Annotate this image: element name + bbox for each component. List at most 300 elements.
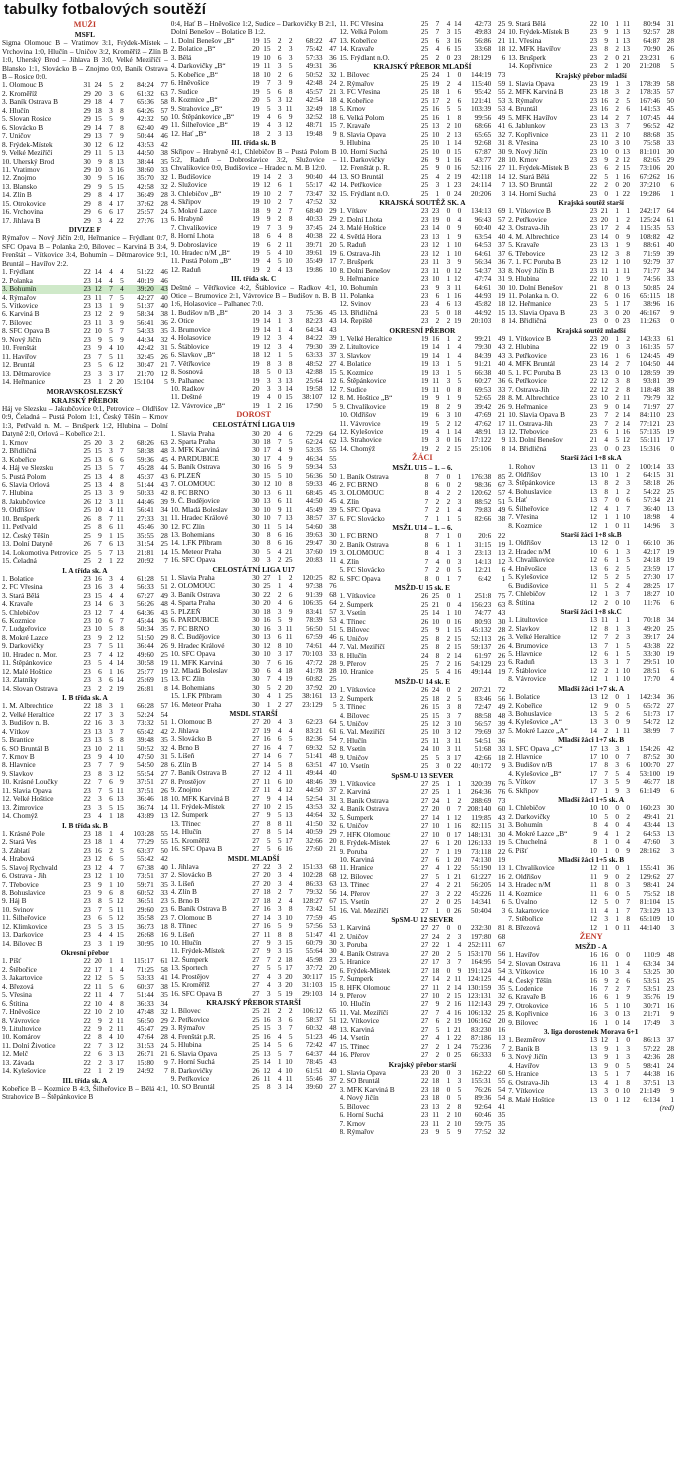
table-row — [508, 445, 674, 453]
losses: 9 — [120, 301, 124, 310]
points: 39 — [329, 776, 337, 786]
wins: 11 — [94, 317, 102, 327]
points: 22 — [497, 846, 506, 856]
losses: 10 — [116, 343, 124, 353]
losses: 2 — [626, 828, 630, 838]
score: 65:36 — [137, 97, 154, 107]
played: 23 — [589, 129, 597, 139]
wins: 7 — [98, 351, 102, 361]
played: 27 — [420, 1033, 429, 1043]
wins: 11 — [94, 981, 102, 991]
draws: 1 — [615, 640, 619, 650]
losses: 14 — [285, 521, 293, 531]
wins: 8 — [98, 1032, 102, 1042]
wins: 2 — [604, 597, 608, 607]
wins: 5 — [435, 752, 440, 762]
wins: 13 — [94, 463, 102, 473]
score: 31:54 — [137, 539, 154, 549]
wins: 7 — [435, 1007, 440, 1017]
points: 43 — [329, 316, 337, 326]
draws: 1 — [615, 299, 619, 309]
wins: 15 — [263, 1023, 271, 1033]
losses: 1 — [457, 778, 462, 788]
draws: 4 — [109, 990, 113, 1000]
team-name: 11. Deštné — [170, 393, 202, 402]
team-name: 5. Chuchelná — [508, 838, 547, 847]
team-name: 3. FC Vřesina — [339, 88, 381, 97]
team-name: 13. Kobeřice — [339, 36, 378, 45]
draws: 0 — [615, 231, 619, 241]
competition-heading: KRAJSKÝ PŘEBOR MLADŠÍ — [373, 62, 472, 72]
wins: 4 — [435, 863, 440, 873]
score: 64:36 — [137, 607, 154, 617]
played: 30 — [252, 606, 260, 616]
played: 23 — [420, 1118, 429, 1128]
score: 78:39 — [305, 615, 323, 625]
team-name: 7. Ostrava-Jih — [508, 385, 550, 394]
score: 43:53 — [305, 801, 323, 811]
losses: 9 — [626, 992, 630, 1002]
score: 29:103 — [302, 988, 323, 998]
team-name: 13. Břidličná — [339, 308, 378, 317]
wins: 6 — [435, 838, 440, 848]
points: 3 — [670, 845, 674, 855]
losses: 10 — [622, 512, 630, 522]
draws: 3 — [277, 649, 282, 659]
played: 22 — [83, 718, 91, 728]
draws: 0 — [446, 923, 451, 933]
team-name: 11. Polanka n. O. — [508, 292, 559, 300]
points: 50 — [666, 95, 674, 105]
points: 29 — [497, 999, 506, 1009]
losses: 6 — [120, 981, 124, 991]
team-name: 15. Frýdlant n.O. — [339, 189, 390, 198]
points: 57 — [497, 488, 506, 498]
score: 95:42 — [474, 87, 492, 97]
score: 45:82 — [474, 299, 492, 309]
team-name: 3. Budišov n/B — [508, 761, 553, 770]
losses: 16 — [453, 435, 462, 445]
score: 178:39 — [639, 78, 660, 88]
played: 13 — [589, 1077, 597, 1087]
points: 7 — [164, 556, 168, 566]
points: 61 — [329, 725, 337, 735]
draws: 3 — [109, 768, 113, 778]
table-row — [171, 990, 337, 998]
played: 23 — [420, 223, 429, 233]
score: 14:13 — [474, 556, 492, 566]
wins: 3 — [98, 794, 102, 804]
points: 67 — [497, 940, 506, 950]
played: 25 — [420, 659, 429, 669]
losses: 4 — [457, 214, 462, 224]
wins: 12 — [263, 341, 271, 351]
wins: 18 — [263, 606, 271, 616]
score: 63:54 — [474, 231, 492, 241]
wins: 6 — [604, 546, 608, 556]
draws: 3 — [277, 870, 282, 880]
draws: 2 — [277, 171, 282, 181]
points: 10 — [666, 914, 674, 924]
losses: 13 — [622, 1009, 630, 1019]
points: 9 — [670, 307, 674, 317]
wins: 8 — [604, 44, 608, 54]
draws: 4 — [277, 717, 282, 727]
score: 54:22 — [643, 486, 660, 496]
team-name: 8. Vřesina — [508, 139, 539, 148]
draws: 1 — [446, 350, 451, 360]
score: 79:30 — [305, 341, 323, 351]
score: 23:13 — [474, 548, 492, 558]
draws: 4 — [277, 742, 282, 752]
played: 23 — [589, 231, 597, 241]
draws: 3 — [446, 257, 451, 267]
draws: 1 — [446, 155, 451, 164]
points: 18 — [666, 291, 674, 300]
draws: 6 — [277, 734, 282, 744]
points: 20 — [497, 1016, 506, 1026]
team-name: 2. Otice — [170, 317, 194, 326]
draws: 3 — [446, 410, 451, 420]
score: 40:59 — [305, 827, 323, 837]
draws: 3 — [277, 383, 282, 393]
losses: 9 — [457, 223, 462, 233]
team-name: 8. Kopřivnice — [508, 1010, 549, 1019]
wins: 7 — [98, 777, 102, 787]
points: 32 — [497, 1126, 506, 1136]
wins: 10 — [94, 326, 102, 336]
points: 13 — [666, 503, 674, 513]
draws: 3 — [277, 937, 282, 947]
team-name: 2. Oldřišov — [508, 872, 542, 881]
losses: 5 — [120, 845, 124, 855]
wins: 8 — [266, 529, 271, 539]
points: 9 — [670, 1086, 674, 1096]
competition-heading: CELOSTÁTNÍ LIGA U19 — [212, 420, 295, 430]
points: 31 — [497, 274, 506, 284]
played: 19 — [252, 111, 260, 121]
played: 27 — [252, 971, 260, 981]
losses: 0 — [626, 1035, 630, 1045]
draws: 1 — [446, 531, 451, 541]
played: 12 — [589, 632, 597, 642]
points: 25 — [666, 623, 674, 633]
team-name: 10. Radkov — [170, 384, 205, 393]
draws: 1 — [615, 914, 619, 924]
losses: 4 — [626, 768, 630, 778]
wins: 12 — [600, 1035, 608, 1045]
losses: 11 — [285, 818, 293, 828]
draws: 2 — [277, 589, 282, 599]
score: 108:82 — [639, 231, 660, 241]
points: 12 — [329, 392, 337, 402]
team-name: 4. Sparta Praha — [170, 599, 216, 608]
wins: 17 — [263, 445, 271, 455]
losses: 9 — [457, 231, 462, 241]
draws: 1 — [615, 240, 619, 250]
played: 27 — [420, 812, 429, 822]
draws: 4 — [277, 445, 282, 455]
team-name: 3. Slavkov — [339, 351, 371, 360]
wins: 8 — [266, 358, 271, 368]
draws: 4 — [277, 665, 282, 675]
points: 12 — [329, 383, 337, 393]
points: 18 — [329, 95, 337, 105]
team-name: 2. Dolní Lhota — [339, 215, 383, 224]
played: 30 — [252, 615, 260, 625]
score: 68:22 — [305, 35, 323, 45]
played: 12 — [589, 520, 597, 530]
wins: 14 — [431, 223, 440, 233]
wins: 11 — [94, 990, 102, 1000]
score: 38:57 — [305, 513, 323, 523]
score: 32:45 — [137, 351, 154, 361]
points: 30 — [329, 529, 337, 539]
points: 23 — [666, 984, 674, 993]
team-name: 3. OLOMOUC — [339, 549, 384, 558]
team-name: 9. Č. Budějovice — [170, 497, 220, 506]
wins: 11 — [432, 384, 440, 394]
score: 54:60 — [305, 521, 323, 531]
points: 26 — [666, 44, 674, 54]
team-name: 3. Baník Ostrava — [339, 796, 389, 805]
team-name: 9. Chvalíkovice — [339, 402, 386, 411]
wins: 16 — [263, 921, 271, 931]
points: 50 — [160, 845, 168, 855]
draws: 6 — [109, 139, 113, 149]
table-row — [171, 402, 337, 410]
draws: 5 — [109, 463, 113, 473]
score: 37:51 — [137, 777, 154, 787]
draws: 1 — [446, 513, 451, 523]
losses: 21 — [453, 880, 462, 890]
score: 42:32 — [137, 114, 154, 124]
points: 28 — [160, 198, 168, 208]
losses: 11 — [622, 725, 630, 735]
wins: 5 — [604, 1069, 608, 1079]
competition-heading: KRAJSKÁ SOUTĚŽ SK. A — [379, 198, 466, 208]
wins: 7 — [266, 954, 271, 964]
team-name: 7. Baník Ostrava B — [170, 769, 227, 778]
losses: 9 — [626, 231, 630, 241]
score: 42:66 — [474, 752, 492, 762]
score: 28:51 — [643, 665, 660, 675]
team-name: 2. Polanka — [2, 276, 33, 285]
wins: 6 — [604, 563, 608, 573]
played: 22 — [589, 384, 597, 394]
points: 42 — [160, 488, 168, 498]
team-name: 7. Uničov — [2, 132, 31, 141]
score: 25:57 — [137, 207, 154, 217]
score: 251:8 — [474, 591, 492, 601]
wins: 10 — [431, 744, 440, 754]
points: 21 — [666, 495, 674, 505]
losses: 8 — [457, 702, 462, 712]
points: 13 — [497, 548, 506, 558]
losses: 12 — [116, 360, 124, 370]
played: 16 — [589, 992, 597, 1002]
played: 29 — [83, 131, 91, 141]
team-name: 10. Hlučín — [170, 938, 202, 947]
draws: 3 — [277, 358, 282, 368]
score: 98:41 — [643, 1060, 660, 1070]
competition-heading: DIVIZE F — [68, 225, 101, 235]
losses: 15 — [116, 530, 124, 540]
played: 23 — [589, 299, 597, 309]
played: 13 — [589, 1094, 597, 1104]
played: 16 — [589, 984, 597, 993]
points: 36 — [497, 735, 506, 745]
draws: 6 — [277, 86, 282, 96]
losses: 9 — [626, 777, 630, 787]
played: 27 — [252, 937, 260, 947]
played: 23 — [83, 938, 91, 948]
team-name: 1. Bílovec — [339, 71, 370, 80]
competition-heading: MSŽL U15 – 1. – 6. — [392, 463, 453, 473]
score: 73:42 — [305, 904, 323, 914]
team-name: 6. Zlín B — [170, 760, 197, 769]
points: 45 — [329, 912, 337, 922]
competition-heading: MSFL — [74, 30, 96, 39]
draws: 1 — [615, 623, 619, 633]
score: 45:44 — [137, 616, 154, 626]
score: 73:51 — [137, 871, 154, 881]
losses: 15 — [622, 163, 630, 173]
points: 49 — [497, 334, 506, 344]
draws: 6 — [109, 888, 113, 898]
losses: 6 — [457, 95, 462, 105]
points: 42 — [160, 854, 168, 864]
score: 73:106 — [639, 163, 660, 173]
losses: 15 — [116, 802, 124, 812]
team-name: 12. Bruntál — [2, 361, 35, 370]
losses: 1 — [626, 692, 630, 702]
draws: 2 — [277, 699, 282, 709]
team-name: 11. MFK Karviná — [170, 658, 223, 667]
losses: 4 — [457, 78, 462, 88]
losses: 10 — [116, 1032, 124, 1042]
score: 64:87 — [643, 35, 660, 45]
played: 27 — [420, 888, 429, 898]
team-name: 10. Brušperk — [2, 514, 40, 523]
draws: 6 — [109, 616, 113, 626]
wins: 8 — [98, 198, 102, 208]
played: 27 — [420, 1041, 429, 1051]
score: 176:38 — [470, 471, 492, 481]
points: 19 — [666, 555, 674, 565]
losses: 16 — [453, 667, 462, 677]
table-row — [2, 217, 168, 225]
points: 17 — [497, 418, 506, 428]
score: 99:56 — [474, 112, 492, 122]
played: 19 — [252, 247, 260, 257]
losses: 19 — [116, 1066, 124, 1076]
played: 25 — [83, 471, 91, 481]
played: 27 — [252, 988, 260, 998]
played: 23 — [83, 752, 91, 762]
team-name: 5. Vítkov — [508, 778, 536, 787]
played: 25 — [420, 625, 429, 635]
losses: 7 — [626, 121, 630, 131]
score: 53:100 — [639, 768, 660, 778]
points: 16 — [666, 1000, 674, 1010]
points: 12 — [666, 717, 674, 727]
draws: 3 — [277, 375, 282, 385]
points: 19 — [497, 838, 506, 848]
team-name: 5. Baník Ostrava — [170, 463, 220, 472]
points: 22 — [497, 531, 506, 541]
draws: 0 — [277, 392, 282, 402]
losses: 9 — [288, 615, 293, 625]
wins: 18 — [431, 1093, 440, 1103]
team-name: 14. Slovan Ostrava — [2, 684, 58, 693]
played: 30 — [252, 598, 260, 608]
draws: 0 — [277, 367, 282, 377]
team-name: 4. Mokré Lazce „B“ — [508, 829, 568, 838]
draws: 0 — [446, 905, 451, 915]
score: 33:68 — [474, 44, 492, 54]
wins: 2 — [435, 316, 440, 326]
score: 42:54 — [305, 95, 323, 105]
team-name: 9. Dobroslavice — [170, 240, 217, 249]
played: 23 — [83, 802, 91, 812]
losses: 16 — [453, 35, 462, 45]
wins: 9 — [604, 871, 608, 881]
played: 23 — [83, 871, 91, 881]
points: 26 — [497, 642, 506, 652]
draws: 4 — [277, 1031, 282, 1041]
played: 27 — [420, 1007, 429, 1017]
team-name: 11. Pustá Polom „B“ — [170, 257, 232, 266]
losses: 1 — [457, 787, 462, 797]
points: 29 — [329, 214, 337, 224]
table-row — [340, 515, 506, 523]
team-name: 14. Chomýž — [2, 812, 38, 821]
losses: 5 — [626, 649, 630, 659]
team-name: 8. Třinec — [170, 922, 197, 931]
draws: 3 — [277, 971, 282, 981]
losses: 19 — [453, 1016, 462, 1026]
wins: 12 — [94, 871, 102, 881]
losses: 16 — [453, 163, 462, 173]
wins: 9 — [98, 173, 102, 183]
played: 10 — [589, 546, 597, 556]
team-name: 4. Hrabová — [2, 855, 35, 864]
played: 22 — [83, 1007, 91, 1017]
score: 35:76 — [643, 992, 660, 1002]
score: 51:44 — [137, 480, 154, 490]
played: 27 — [420, 1024, 429, 1034]
played: 19 — [252, 61, 260, 71]
points: 33 — [497, 265, 506, 275]
competition-heading: MSDL STARŠÍ — [229, 709, 278, 719]
played: 27 — [252, 844, 260, 854]
points: 57 — [329, 606, 337, 616]
losses: 4 — [288, 341, 293, 351]
team-name: 4. M. Albrechtice — [508, 232, 560, 241]
wins: 3 — [266, 383, 271, 393]
losses: 20 — [285, 980, 293, 990]
points: 40 — [497, 231, 506, 241]
points: 68 — [329, 589, 337, 599]
score: 58:37 — [305, 1014, 323, 1024]
played: 19 — [252, 197, 260, 207]
losses: 13 — [285, 264, 293, 274]
losses: 0 — [457, 206, 462, 216]
losses: 16 — [285, 400, 293, 410]
points: 44 — [666, 359, 674, 369]
played: 27 — [420, 905, 429, 915]
